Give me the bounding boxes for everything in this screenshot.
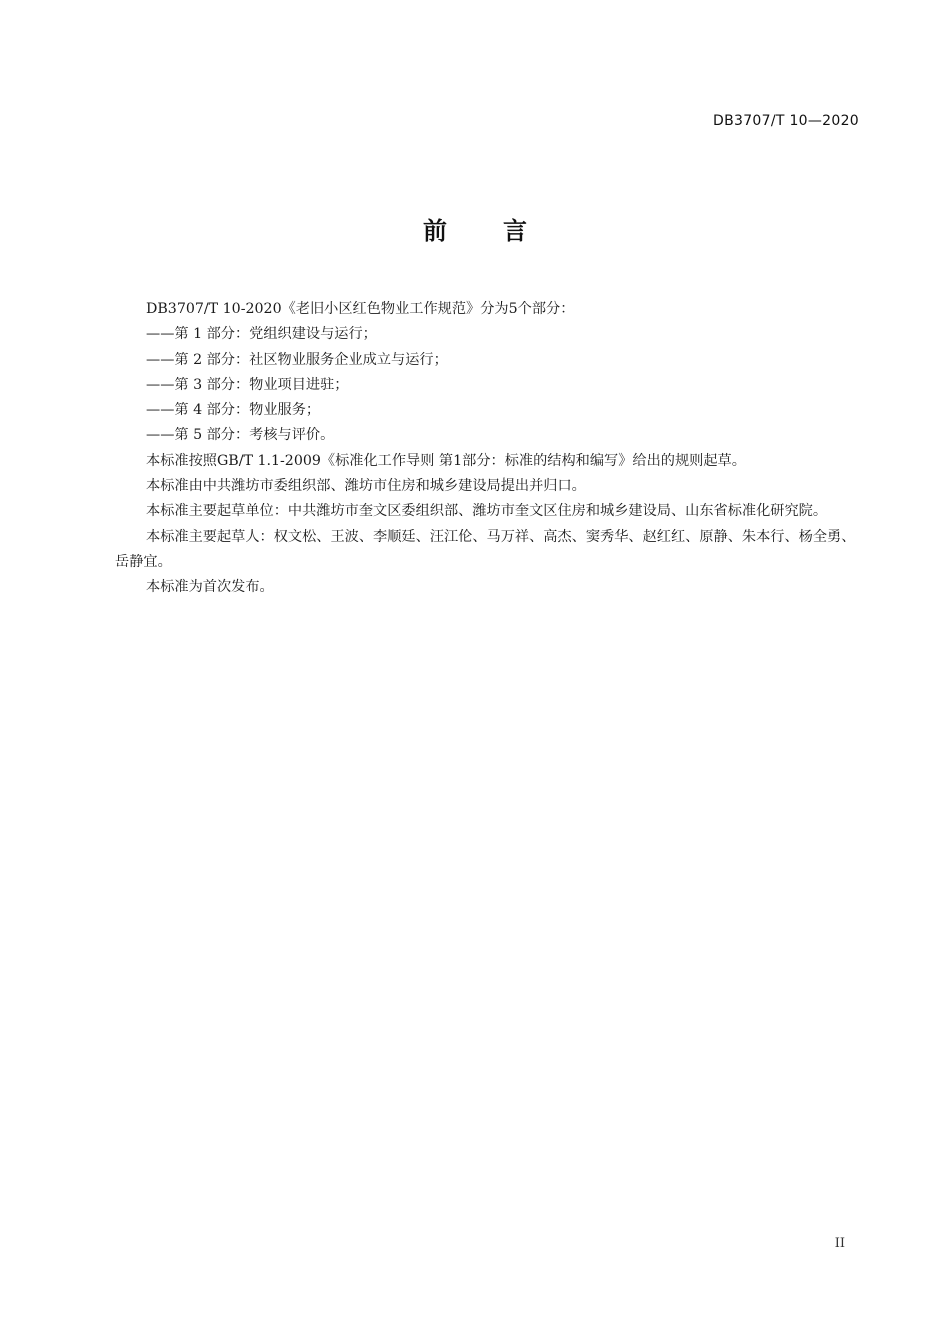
foreword-body	[115, 297, 861, 601]
paragraph-proposer: 本标准由中共潍坊市委组织部、潍坊市住房和城乡建设局提出并归口。	[146, 478, 586, 495]
list-item-part-2: ——第 2 部分：社区物业服务企业成立与运行；	[146, 351, 448, 368]
paragraph-first-release: 本标准为首次发布。	[146, 579, 274, 596]
list-item-part-4: ——第 4 部分：物业服务；	[146, 402, 321, 419]
paragraph-drafters: 本标准主要起草人：权文松、王波、李顺廷、汪江伦、马万祥、高杰、窦秀华、赵红红、原静、朱本行、杨全勇、岳静宜。	[115, 528, 856, 570]
paragraph-drafting-rules: 本标准按照GB/T 1.1-2009《标准化工作导则 第1部分：标准的结构和编写》给出的规则起草。	[146, 452, 746, 469]
standard-code-header: DB3707/T 10—2020	[713, 113, 859, 129]
title-char-2: 言	[503, 217, 527, 245]
page-title	[0, 211, 950, 246]
title-char-1: 前	[423, 217, 447, 245]
list-item-part-5: ——第 5 部分：考核与评价。	[146, 427, 335, 444]
list-item-part-1: ——第 1 部分：党组织建设与运行；	[146, 326, 377, 343]
page-number: II	[834, 1236, 845, 1251]
paragraph-drafting-units: 本标准主要起草单位：中共潍坊市奎文区委组织部、潍坊市奎文区住房和城乡建设局、山东省标准化研究院。	[146, 503, 828, 520]
list-item-part-3: ——第 3 部分：物业项目进驻；	[146, 376, 349, 393]
paragraph-parts-intro: DB3707/T 10-2020《老旧小区红色物业工作规范》分为5个部分：	[146, 301, 575, 317]
